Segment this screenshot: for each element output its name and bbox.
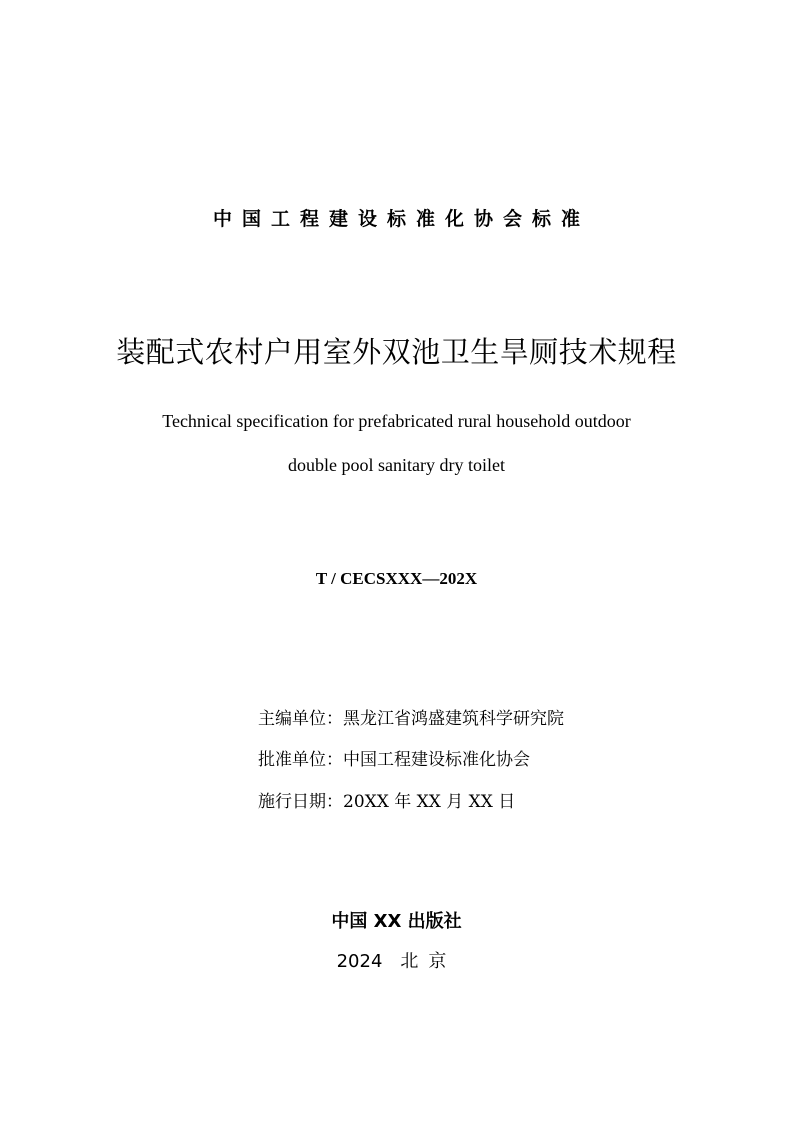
document-title-chinese: 装配式农村户用室外双池卫生旱厕技术规程 bbox=[116, 335, 677, 369]
publication-year-city bbox=[0, 947, 793, 973]
publication-city: 北京 bbox=[400, 951, 457, 972]
approval-unit: 批准单位：中国工程建设标准化协会 bbox=[258, 750, 530, 770]
publication-year: 2024 bbox=[336, 951, 383, 972]
document-title-english-line-1: Technical specification for prefabricated rural household outdoor bbox=[162, 411, 631, 431]
editor-unit: 主编单位：黑龙江省鸿盛建筑科学研究院 bbox=[258, 709, 564, 729]
standard-code: T / CECSXXX—202X bbox=[315, 569, 478, 588]
effective-date: 施行日期：20XX 年 XX 月 XX 日 bbox=[258, 792, 516, 812]
publisher-name: 中国 XX 出版社 bbox=[331, 911, 462, 932]
document-title-english-line-2: double pool sanitary dry toilet bbox=[288, 455, 505, 475]
association-standard-heading: 中国工程建设标准化协会标准 bbox=[212, 208, 590, 230]
